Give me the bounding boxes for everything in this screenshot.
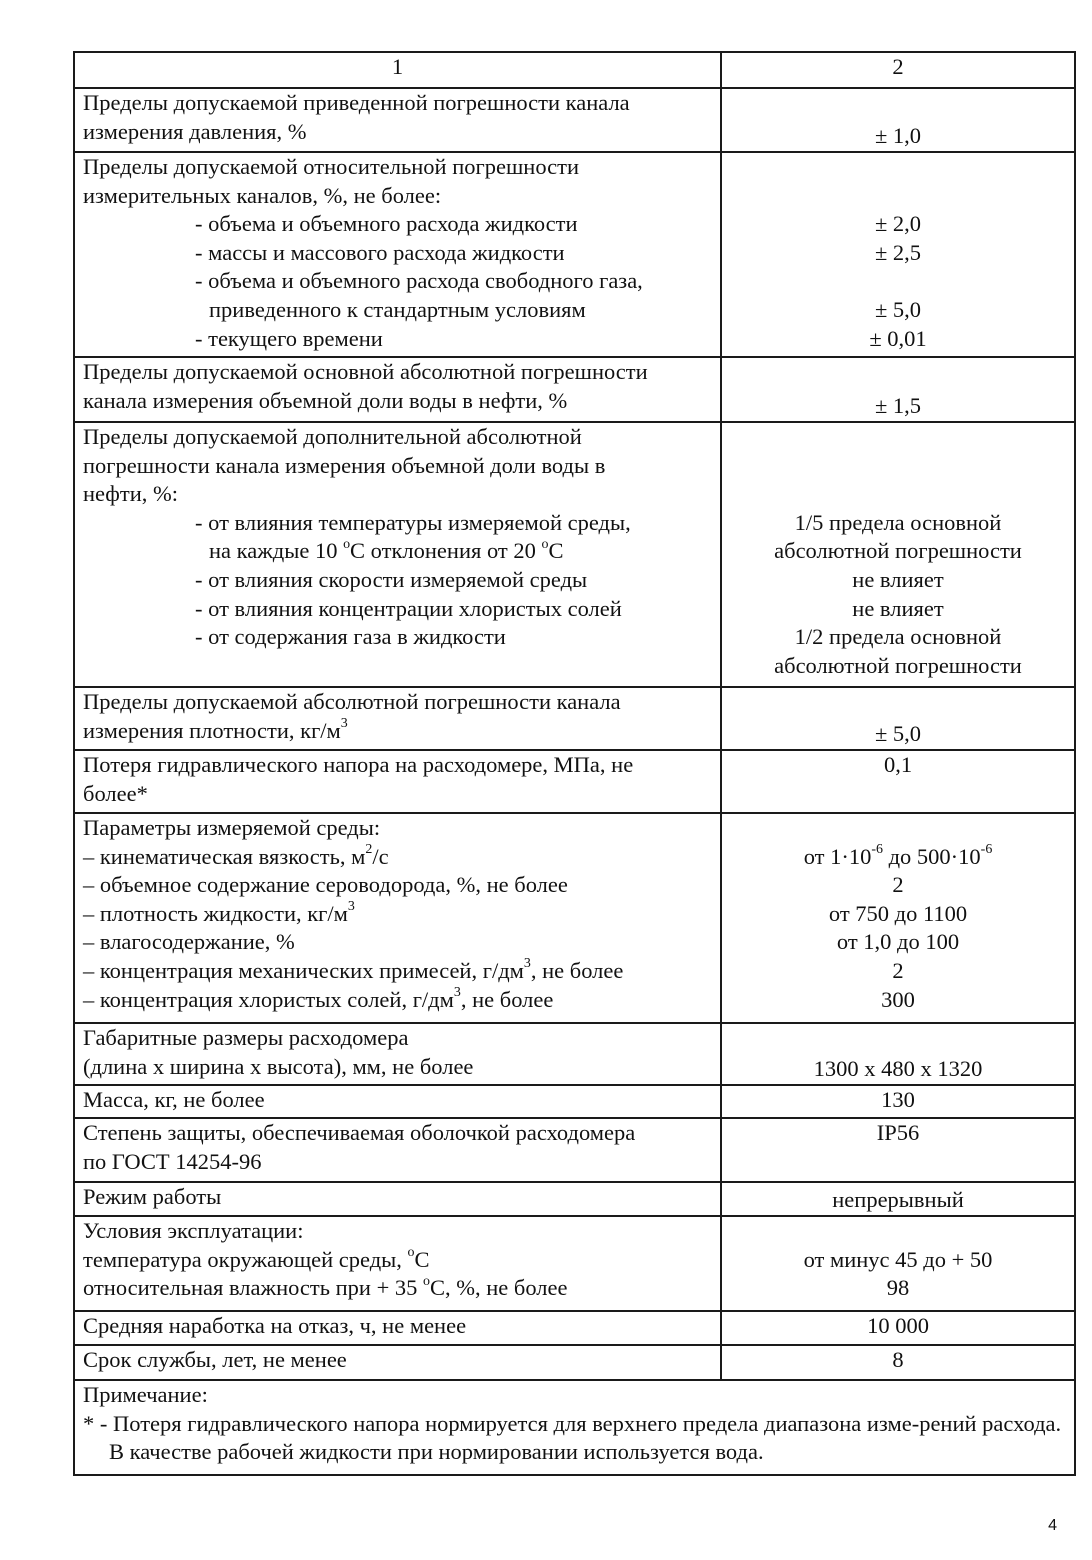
table-row	[74, 813, 1075, 1023]
param-cell	[74, 1118, 721, 1182]
value-text: 8	[892, 1347, 904, 1372]
value-text: 98	[886, 1275, 910, 1301]
param-text: Степень защиты, обеспечиваемая оболочкой расходомера	[83, 1120, 636, 1145]
param-cell	[74, 750, 721, 813]
note-row	[74, 1380, 1075, 1475]
param-cell	[74, 1085, 721, 1118]
param-text: более*	[83, 780, 148, 806]
value-cell	[721, 1085, 1075, 1118]
column-header-2: 2	[721, 52, 1075, 88]
value-cell	[721, 1345, 1075, 1380]
param-cell	[74, 357, 721, 422]
value-cell	[721, 357, 1075, 422]
note-cell	[74, 1380, 1075, 1475]
sub-item: - от содержания газа в жидкости	[195, 624, 506, 650]
table-row	[74, 1216, 1075, 1311]
value-cell	[721, 88, 1075, 152]
param-text: (длина х ширина х высота), мм, не более	[83, 1053, 474, 1079]
sub-item: - текущего времени	[195, 325, 383, 351]
table-row	[74, 1023, 1075, 1085]
value-text: от 750 до 1100	[828, 900, 968, 926]
param-text: Пределы допускаемой абсолютной погрешности канала	[83, 689, 621, 714]
param-item-density: – плотность жидкости, $кг/м^3$	[83, 899, 355, 926]
value-text: не влияет	[852, 595, 944, 621]
value-text: ± 0,01	[869, 325, 927, 351]
param-cell	[74, 813, 721, 1023]
value-cell	[721, 1182, 1075, 1216]
param-cell	[74, 1216, 721, 1311]
value-text: абсолютной погрешности	[774, 652, 1022, 678]
value-viscosity: от $1\cdot 10^{-6}$ до $500\cdot 10^{-6}$	[803, 842, 993, 869]
value-text: ± 2,0	[874, 211, 922, 237]
param-cell	[74, 1345, 721, 1380]
value-cell	[721, 687, 1075, 750]
value-text: ± 1,5	[874, 393, 922, 419]
param-text: Средняя наработка на отказ, ч, не менее	[83, 1313, 467, 1338]
value-text: ± 2,5	[874, 239, 922, 265]
value-text: ± 5,0	[874, 296, 922, 322]
value-cell	[721, 152, 1075, 357]
table-row	[74, 1085, 1075, 1118]
value-cell	[721, 1118, 1075, 1182]
table-row	[74, 88, 1075, 152]
table-header-row	[74, 52, 1075, 88]
value-text: абсолютной погрешности	[774, 538, 1022, 564]
value-cell	[721, 750, 1075, 813]
value-cell	[721, 1023, 1075, 1085]
param-text: Условия эксплуатации:	[83, 1218, 304, 1243]
param-text-temperature: температура окружающей среды, $^o$C	[83, 1245, 430, 1272]
sub-item: - от влияния температуры измеряемой среды,	[195, 509, 631, 535]
table-row	[74, 357, 1075, 422]
param-cell	[74, 1311, 721, 1345]
value-text: 1/2 предела основной	[794, 624, 1002, 650]
sub-item: - объема и объемного расхода жидкости	[195, 211, 578, 237]
value-text: ± 1,0	[874, 123, 922, 149]
param-text: Пределы допускаемой основной абсолютной погрешности	[83, 359, 648, 384]
table-row	[74, 1345, 1075, 1380]
param-text: измерения давления, %	[83, 118, 307, 144]
value-text: 0,1	[883, 752, 913, 777]
sub-item: приведенного к стандартным условиям	[209, 296, 586, 322]
param-item-viscosity: – кинематическая вязкость, $м^2/с$	[83, 842, 389, 869]
sub-item: - от влияния скорости измеряемой среды	[195, 566, 588, 592]
table-row	[74, 1311, 1075, 1345]
param-cell	[74, 1182, 721, 1216]
value-text: 2	[892, 872, 904, 898]
value-text: 10 000	[867, 1313, 929, 1338]
param-item-water-content: – влагосодержание, %	[83, 929, 295, 955]
value-text: от 1,0 до 100	[836, 929, 960, 955]
param-item-salts: – концентрация хлористых солей, $г/дм^3$, не более	[83, 984, 554, 1012]
value-text: 1300 х 480 х 1320	[813, 1056, 983, 1082]
value-text: 300	[881, 986, 915, 1012]
table-row	[74, 750, 1075, 813]
column-header-1: 1	[74, 52, 721, 88]
param-text: Габаритные размеры расходомера	[83, 1025, 409, 1050]
param-text: Пределы допускаемой дополнительной абсолютной	[83, 424, 582, 449]
param-text: Масса, кг, не более	[83, 1087, 265, 1112]
param-item-impurities: – концентрация механических примесей, $г/дм^3$, не более	[83, 956, 624, 983]
param-title: Параметры измеряемой среды:	[83, 815, 381, 840]
value-text: не влияет	[852, 566, 944, 592]
sub-item: - объема и объемного расхода свободного газа,	[195, 268, 643, 294]
table-row	[74, 687, 1075, 750]
sub-item: - от влияния концентрации хлористых солей	[195, 595, 622, 621]
value-text: 1/5 предела основной	[794, 509, 1002, 535]
page-number: 4	[1048, 1517, 1057, 1534]
param-text: нефти, %:	[83, 481, 178, 507]
param-cell	[74, 152, 721, 357]
value-cell	[721, 1311, 1075, 1345]
param-text: Пределы допускаемой приведенной погрешности канала	[83, 90, 630, 115]
param-text: Потеря гидравлического напора на расходомере, МПа, не	[83, 752, 634, 777]
value-cell	[721, 813, 1075, 1023]
param-text: Режим работы	[83, 1184, 222, 1209]
table-row	[74, 422, 1075, 687]
param-cell	[74, 422, 721, 687]
specifications-table	[73, 51, 1076, 1476]
value-text: 2	[892, 957, 904, 983]
value-cell	[721, 422, 1075, 687]
param-item-h2s: – объемное содержание сероводорода, %, не более	[83, 872, 568, 898]
value-text: непрерывный	[832, 1187, 964, 1213]
table-row	[74, 1182, 1075, 1216]
param-cell	[74, 1023, 721, 1085]
value-text: 130	[881, 1087, 915, 1112]
sub-item-temperature-deviation: на каждые 10 $^o$C отклонения от 20 $^o$C	[209, 536, 564, 564]
note-title: Примечание:	[83, 1382, 208, 1407]
value-text: ± 5,0	[874, 721, 922, 747]
param-text: канала измерения объемной доли воды в нефти, %	[83, 387, 568, 413]
param-text: по ГОСТ 14254-96	[83, 1148, 262, 1174]
param-text: измерения плотности, $кг/м^3$	[83, 716, 348, 743]
value-text: от минус 45 до + 50	[803, 1246, 993, 1272]
param-text: Срок службы, лет, не менее	[83, 1347, 347, 1372]
sub-item: - массы и массового расхода жидкости	[195, 239, 565, 265]
table-row	[74, 152, 1075, 357]
param-text: погрешности канала измерения объемной доли воды в	[83, 452, 606, 478]
param-text: Пределы допускаемой относительной погрешности	[83, 154, 580, 179]
param-text-humidity: относительная влажность при + 35 $^o$C, %, не более	[83, 1273, 568, 1301]
param-cell	[74, 687, 721, 750]
note-text: * - Потеря гидравлического напора нормируется для верхнего предела диапазона изме-рений расхода. В качестве рабочей жидкости при нормировании используется вода.	[83, 1410, 1062, 1465]
param-cell	[74, 88, 721, 152]
value-text: IP56	[876, 1120, 920, 1145]
value-cell	[721, 1216, 1075, 1311]
table-row	[74, 1118, 1075, 1182]
param-text: измерительных каналов, %, не более:	[83, 182, 442, 208]
